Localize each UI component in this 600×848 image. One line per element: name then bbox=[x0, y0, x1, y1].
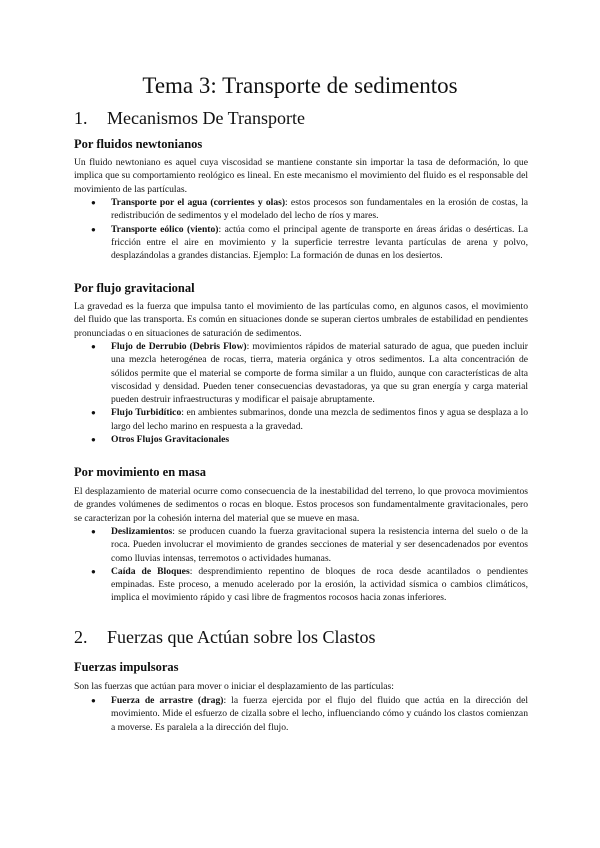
paragraph-fluidos-newtonianos: Un fluido newtoniano es aquel cuya viscosidad se mantiene constante sin importar la tasa de deformación, lo que implica que su comportamiento reológico es lineal. En este mecanismo el movimiento del fluido es el responsable del movimiento de las partículas. bbox=[74, 157, 528, 195]
bullet-icon: ● bbox=[91, 224, 96, 234]
list-item bbox=[74, 406, 528, 433]
bullet-icon: ● bbox=[91, 566, 96, 576]
list-item bbox=[74, 433, 528, 446]
bullet-icon: ● bbox=[91, 408, 96, 418]
list-item bbox=[74, 565, 528, 605]
bullet-list-fuerzas-impulsoras bbox=[74, 694, 528, 734]
bullet-text: : estos procesos son fundamentales en la erosión de costas, la redistribución de sedimentos y el modelado del lecho de ríos y mares. bbox=[111, 197, 528, 222]
paragraph-flujo-gravitacional: La gravedad es la fuerza que impulsa tanto el movimiento de las partículas como, en algunos casos, el movimiento del fluido que las transporta. Es común en situaciones donde se superan ciertos umbrales de estabilidad en pendientes pronunciadas o en situaciones de saturación de sedimentos. bbox=[74, 301, 528, 339]
bullet-icon: ● bbox=[91, 198, 96, 207]
bullet-term: Flujo Turbidítico bbox=[111, 407, 182, 419]
bullet-term: Deslizamientos bbox=[111, 526, 173, 537]
bullet-text: : actúa como el principal agente de transporte en áreas áridas o desérticas. La fricción entre el aire en movimiento y la superficie terrestre levanta partículas de arena y polvo, desplazándolas a grandes distancias. Ejemplo: La formación de dunas en los desiertos. bbox=[111, 223, 528, 262]
bullet-list-fluidos-newtonianos bbox=[74, 196, 528, 262]
list-item bbox=[74, 525, 528, 565]
bullet-term: Otros Flujos Gravitacionales bbox=[111, 434, 230, 446]
subsection-heading-fuerzas-impulsoras: Fuerzas impulsoras bbox=[74, 660, 179, 674]
section-heading-2 bbox=[74, 626, 375, 648]
bullet-term: Caída de Bloques bbox=[111, 565, 190, 577]
section-title: Mecanismos De Transporte bbox=[107, 108, 305, 128]
bullet-text: : en ambientes submarinos, donde una mezcla de sedimentos finos y agua se desplaza a lo largo del lecho marino en respuesta a la gravedad. bbox=[111, 407, 528, 432]
bullet-text: : la fuerza ejercida por el flujo del fluido que actúa en la dirección del movimiento. Mide el esfuerzo de cizalla sobre el lecho, influenciando cómo y cuándo los clastos comienzan a moverse. Es paralela a la dirección del flujo. bbox=[111, 695, 528, 733]
list-item bbox=[74, 196, 528, 223]
document-title: Tema 3: Transporte de sedimentos bbox=[142, 73, 458, 98]
list-item bbox=[74, 223, 528, 263]
bullet-icon: ● bbox=[91, 696, 96, 705]
bullet-term: Flujo de Derrubio (Debris Flow) bbox=[111, 341, 247, 352]
list-item bbox=[74, 340, 528, 406]
bullet-term: Transporte por el agua (corrientes y olas) bbox=[111, 197, 286, 208]
subsection-heading-fluidos-newtonianos: Por fluidos newtonianos bbox=[74, 137, 203, 151]
bullet-icon: ● bbox=[91, 342, 96, 351]
bullet-list-movimiento-en-masa bbox=[74, 525, 528, 605]
section-number: 2. bbox=[74, 627, 88, 647]
section-number: 1. bbox=[74, 108, 88, 128]
bullet-text: : desprendimiento repentino de bloques de roca desde acantilados o pendientes empinadas. Este proceso, a menudo acelerado por la erosión, la actividad sísmica o cambios climáticos, implica el movimiento rápido y casi libre de fragmentos rocosos hacia zonas inferiores. bbox=[111, 565, 528, 604]
bullet-list-flujo-gravitacional bbox=[74, 340, 528, 446]
paragraph-fuerzas-impulsoras: Son las fuerzas que actúan para mover o iniciar el desplazamiento de las partículas: bbox=[74, 681, 394, 692]
bullet-term: Fuerza de arrastre (drag) bbox=[111, 695, 224, 706]
bullet-icon: ● bbox=[91, 527, 96, 536]
paragraph-movimiento-en-masa: El desplazamiento de material ocurre como consecuencia de la inestabilidad del terreno, lo que provoca movimientos de grandes volúmenes de sedimentos o rocas en bloque. Estos procesos son fundamentalmente gravitacionales, pero se caracterizan por la cohesión interna del material que se mueve en masa. bbox=[74, 486, 528, 524]
bullet-text: : movimientos rápidos de material saturado de agua, que pueden incluir una mezcla heterogénea de rocas, tierra, materia orgánica y otros sedimentos. La alta concentración de sólidos permite que el material se comporte de forma similar a un fluido, aunque con características de alta viscosidad y densidad. Pueden tener consecuencias devastadoras, ya que su gran energía y carga material pueden destruir infraestructuras y modificar el paisaje abruptamente. bbox=[111, 341, 529, 406]
section-heading-1 bbox=[74, 107, 305, 129]
subsection-heading-movimiento-en-masa: Por movimiento en masa bbox=[74, 465, 207, 479]
subsection-heading-flujo-gravitacional: Por flujo gravitacional bbox=[74, 281, 195, 295]
bullet-icon: ● bbox=[91, 435, 96, 445]
section-title: Fuerzas que Actúan sobre los Clastos bbox=[107, 627, 376, 647]
bullet-term: Transporte eólico (viento) bbox=[111, 223, 219, 235]
bullet-text: : se producen cuando la fuerza gravitacional supera la resistencia interna del suelo o de la roca. Pueden involucrar el movimiento de grandes secciones de material y ser desencadenados por eventos como lluvias intensas, terremotos o actividades humanas. bbox=[111, 526, 528, 564]
list-item bbox=[74, 694, 528, 734]
